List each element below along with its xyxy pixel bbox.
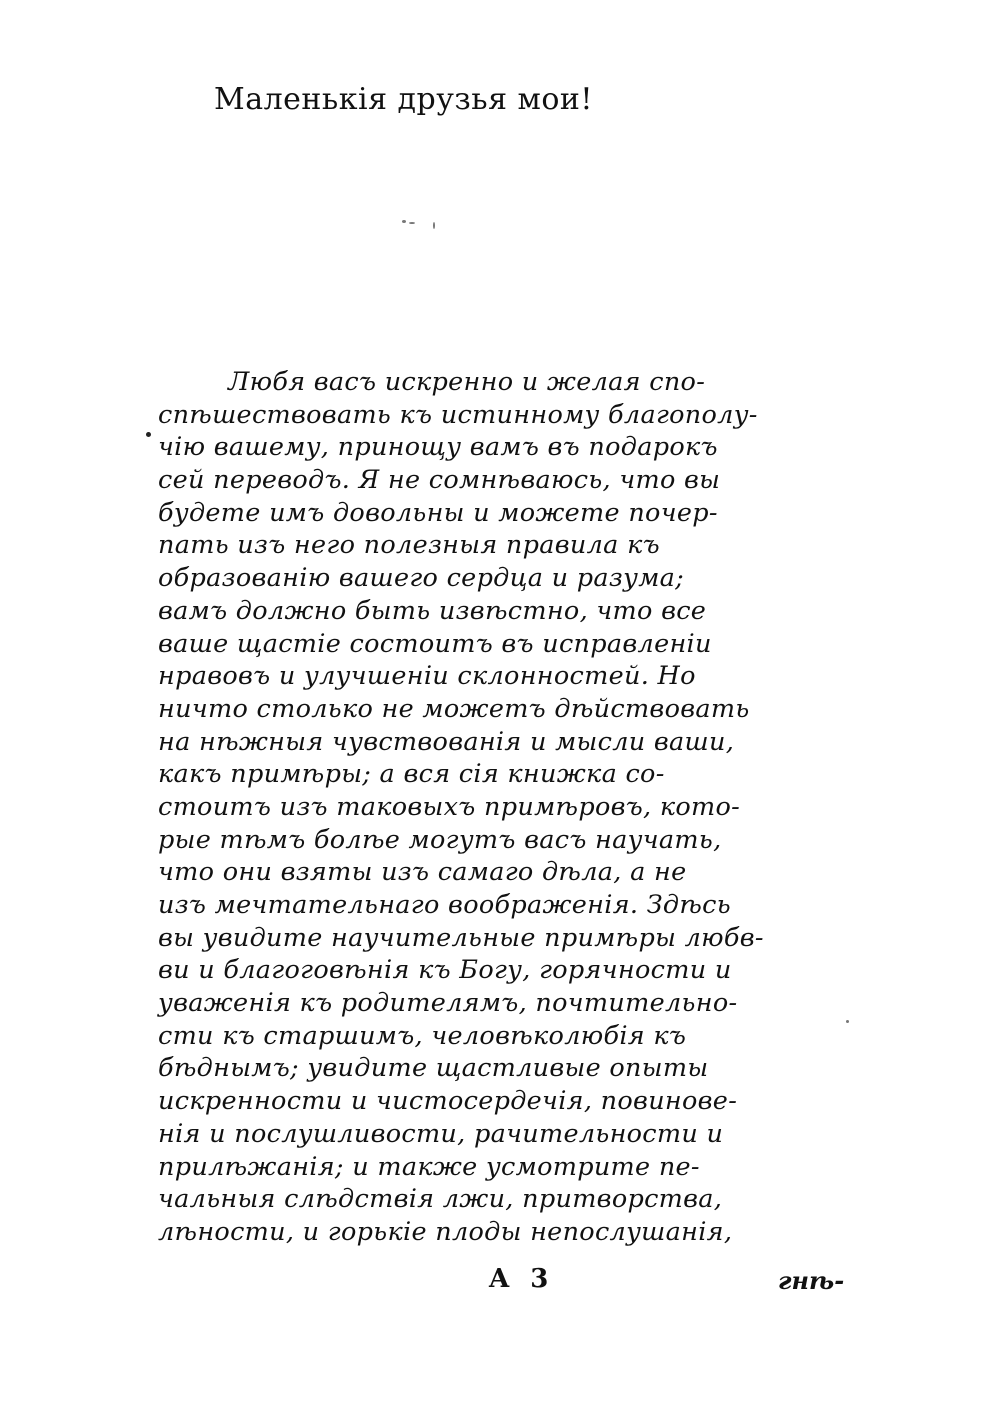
text-line: ничто столько не можетъ дѣйствовать — [158, 693, 750, 724]
text-line: на нѣжныя чувствованія и мысли ваши, — [158, 726, 735, 757]
text-line: будете имъ довольны и можете почер- — [158, 497, 718, 528]
page-heading: Маленькія друзья мои! — [214, 82, 593, 117]
print-speck — [409, 222, 415, 224]
text-line: лѣности, и горькіе плоды непослушанія, — [158, 1216, 733, 1247]
text-line: Любя васъ искренно и желая спо- — [228, 367, 706, 397]
print-speck — [433, 222, 435, 229]
text-line: какъ примѣры; а вся сія книжка со- — [158, 759, 665, 790]
text-line: что они взяты изъ самаго дѣла, а не — [158, 857, 687, 888]
text-line: рые тѣмъ болѣе могутъ васъ научать, — [158, 824, 722, 855]
text-line: ви и благоговѣнія къ Богу, горячности и — [158, 955, 732, 986]
text-line: нія и послушливости, рачительности и — [158, 1118, 724, 1149]
text-line: бѣднымъ; увидите щастливые опыты — [158, 1053, 709, 1084]
text-line: чію вашему, принощу вамъ въ подарокъ — [158, 432, 718, 463]
text-line: образованію вашего сердца и разума; — [158, 563, 685, 594]
text-line: вамъ должно быть извѣстно, что все — [158, 595, 707, 626]
print-speck — [846, 1020, 849, 1023]
text-line: чальныя слѣдствія лжи, притворства, — [158, 1184, 723, 1215]
text-line: сти къ старшимъ, человѣколюбія къ — [158, 1020, 687, 1051]
print-speck — [402, 220, 406, 223]
text-line: изъ мечтательнаго воображенія. Здѣсь — [158, 890, 731, 920]
catchword: гнѣ- — [778, 1266, 845, 1295]
print-speck — [146, 432, 151, 437]
text-line: сей переводъ. Я не сомнѣваюсь, что вы — [158, 465, 721, 496]
text-line: спѣшествовать къ истинному благополу- — [158, 399, 758, 430]
text-line: прилѣжанія; и также усмотрите пе- — [158, 1151, 700, 1182]
text-line: ваше щастіе состоитъ въ исправленіи — [158, 628, 712, 659]
text-line: нравовъ и улучшеніи склонностей. Но — [158, 661, 696, 692]
signature-mark: A 3 — [489, 1264, 555, 1294]
text-line: вы увидите научительные примѣры любв- — [158, 922, 764, 953]
text-line: искренности и чистосердечія, повинове- — [158, 1086, 738, 1117]
body-text — [158, 366, 838, 1249]
text-line: пать изъ него полезныя правила къ — [158, 530, 660, 561]
text-line: уваженія къ родителямъ, почтительно- — [158, 988, 738, 1019]
text-line: стоитъ изъ таковыхъ примѣровъ, кото- — [158, 791, 741, 822]
page-footer — [0, 1264, 1000, 1304]
